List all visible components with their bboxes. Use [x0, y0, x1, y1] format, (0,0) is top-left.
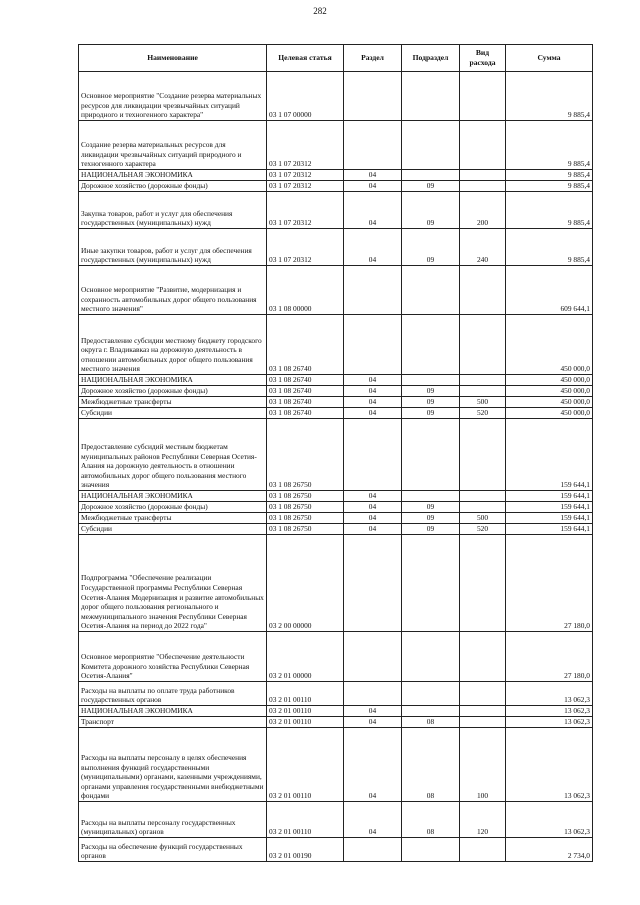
cell-amount: 13 062,3 — [506, 682, 593, 706]
cell-subsection — [402, 72, 460, 121]
cell-target: 03 1 08 26750 — [267, 513, 344, 524]
table-row — [79, 375, 593, 386]
cell-section: 04 — [344, 375, 402, 386]
cell-target: 03 2 01 00000 — [267, 632, 344, 682]
cell-subsection: 09 — [402, 524, 460, 535]
cell-name: НАЦИОНАЛЬНАЯ ЭКОНОМИКА — [79, 706, 267, 717]
cell-subsection — [402, 266, 460, 315]
cell-name: Создание резерва материальных ресурсов для ликвидации чрезвычайных ситуаций природного и техногенного характера — [79, 121, 267, 170]
cell-amount: 159 644,1 — [506, 513, 593, 524]
cell-target: 03 1 08 26740 — [267, 397, 344, 408]
cell-expense-type — [460, 419, 506, 491]
cell-target: 03 1 07 20312 — [267, 121, 344, 170]
cell-expense-type — [460, 121, 506, 170]
cell-section: 04 — [344, 170, 402, 181]
cell-target: 03 1 08 26740 — [267, 408, 344, 419]
cell-subsection: 09 — [402, 181, 460, 192]
cell-name: Дорожное хозяйство (дорожные фонды) — [79, 386, 267, 397]
cell-target: 03 1 08 26740 — [267, 386, 344, 397]
cell-subsection: 09 — [402, 513, 460, 524]
cell-amount: 9 885,4 — [506, 121, 593, 170]
cell-expense-type — [460, 170, 506, 181]
table-row — [79, 802, 593, 838]
table-row — [79, 121, 593, 170]
cell-expense-type: 500 — [460, 397, 506, 408]
cell-amount: 159 644,1 — [506, 502, 593, 513]
cell-subsection: 08 — [402, 728, 460, 802]
cell-section — [344, 682, 402, 706]
table-row — [79, 513, 593, 524]
header-target: Целевая статья — [267, 45, 344, 72]
cell-section: 04 — [344, 802, 402, 838]
header-subsection: Подраздел — [402, 45, 460, 72]
cell-target: 03 1 08 26750 — [267, 419, 344, 491]
cell-amount: 27 180,0 — [506, 535, 593, 632]
cell-name: Расходы на выплаты персоналу в целях обеспечения выполнения функций государственными (муниципальными) органами, казенными учреждениями, органами управления государственными внебюджетными фондами — [79, 728, 267, 802]
cell-section — [344, 72, 402, 121]
cell-name: Субсидии — [79, 408, 267, 419]
cell-target: 03 1 08 26750 — [267, 524, 344, 535]
cell-subsection: 08 — [402, 717, 460, 728]
table-row — [79, 728, 593, 802]
table-row — [79, 717, 593, 728]
cell-section: 04 — [344, 192, 402, 229]
cell-expense-type — [460, 181, 506, 192]
table-row — [79, 408, 593, 419]
page-number: 282 — [313, 6, 327, 16]
cell-expense-type — [460, 502, 506, 513]
cell-name: НАЦИОНАЛЬНАЯ ЭКОНОМИКА — [79, 170, 267, 181]
cell-target: 03 1 07 20312 — [267, 192, 344, 229]
cell-subsection — [402, 419, 460, 491]
cell-amount: 13 062,3 — [506, 706, 593, 717]
header-amount: Сумма — [506, 45, 593, 72]
cell-target: 03 1 08 26740 — [267, 315, 344, 375]
table-row — [79, 72, 593, 121]
table-row — [79, 524, 593, 535]
cell-name: Предоставление субсидии местному бюджету городского округа г. Владикавказ на дорожную деятельность в отношении автомобильных дорог общего пользования местного значения — [79, 315, 267, 375]
cell-expense-type: 520 — [460, 408, 506, 419]
cell-name: Дорожное хозяйство (дорожные фонды) — [79, 181, 267, 192]
cell-amount: 9 885,4 — [506, 170, 593, 181]
cell-section: 04 — [344, 229, 402, 266]
table-header-row — [79, 45, 593, 72]
cell-target: 03 1 07 20312 — [267, 181, 344, 192]
cell-name: НАЦИОНАЛЬНАЯ ЭКОНОМИКА — [79, 491, 267, 502]
table-row — [79, 502, 593, 513]
cell-target: 03 1 08 26750 — [267, 491, 344, 502]
cell-amount: 159 644,1 — [506, 419, 593, 491]
table-row — [79, 682, 593, 706]
cell-subsection: 09 — [402, 397, 460, 408]
cell-section: 04 — [344, 502, 402, 513]
cell-amount: 450 000,0 — [506, 315, 593, 375]
cell-section: 04 — [344, 181, 402, 192]
cell-target: 03 2 01 00190 — [267, 838, 344, 862]
cell-amount: 2 734,0 — [506, 838, 593, 862]
cell-subsection: 09 — [402, 192, 460, 229]
cell-section: 04 — [344, 717, 402, 728]
cell-target: 03 2 01 00110 — [267, 717, 344, 728]
cell-expense-type: 240 — [460, 229, 506, 266]
cell-amount: 159 644,1 — [506, 524, 593, 535]
cell-amount: 450 000,0 — [506, 397, 593, 408]
cell-name: Подпрограмма "Обеспечение реализации Государственной программы Республики Северная Осетия-Алания Модернизация и развитие автомобильных дорог общего пользования регионального и межмуниципального значения Республики Северная Осетия-Алания на период до 2022 года" — [79, 535, 267, 632]
cell-expense-type: 100 — [460, 728, 506, 802]
cell-amount: 13 062,3 — [506, 802, 593, 838]
cell-name: Расходы на обеспечение функций государственных органов — [79, 838, 267, 862]
cell-name: Дорожное хозяйство (дорожные фонды) — [79, 502, 267, 513]
cell-subsection: 08 — [402, 802, 460, 838]
table-row — [79, 315, 593, 375]
table-body — [79, 72, 593, 862]
cell-section: 04 — [344, 706, 402, 717]
cell-name: Межбюджетные трансферты — [79, 397, 267, 408]
cell-name: Расходы на выплаты персоналу государственных (муниципальных) органов — [79, 802, 267, 838]
cell-subsection: 09 — [402, 229, 460, 266]
cell-expense-type — [460, 315, 506, 375]
cell-amount: 13 062,3 — [506, 717, 593, 728]
table-row — [79, 419, 593, 491]
cell-section: 04 — [344, 513, 402, 524]
cell-name: Предоставление субсидий местным бюджетам муниципальных районов Республики Северная Осетия-Алания на дорожную деятельность в отношении автомобильных дорог общего пользования местного значения — [79, 419, 267, 491]
cell-expense-type: 120 — [460, 802, 506, 838]
cell-subsection — [402, 315, 460, 375]
cell-section: 04 — [344, 397, 402, 408]
table-row — [79, 192, 593, 229]
cell-expense-type — [460, 706, 506, 717]
cell-subsection — [402, 706, 460, 717]
cell-target: 03 2 01 00110 — [267, 802, 344, 838]
cell-name: Субсидии — [79, 524, 267, 535]
cell-expense-type — [460, 72, 506, 121]
cell-target: 03 1 08 00000 — [267, 266, 344, 315]
cell-expense-type: 200 — [460, 192, 506, 229]
cell-name: Основное мероприятие "Обеспечение деятельности Комитета дорожного хозяйства Республики Северная Осетия-Алания" — [79, 632, 267, 682]
cell-expense-type — [460, 717, 506, 728]
budget-table — [78, 44, 593, 862]
cell-subsection — [402, 838, 460, 862]
cell-expense-type — [460, 386, 506, 397]
table-row — [79, 266, 593, 315]
cell-name: Межбюджетные трансферты — [79, 513, 267, 524]
cell-expense-type — [460, 535, 506, 632]
cell-target: 03 2 00 00000 — [267, 535, 344, 632]
cell-subsection — [402, 170, 460, 181]
table-row — [79, 181, 593, 192]
cell-amount: 9 885,4 — [506, 192, 593, 229]
cell-section — [344, 535, 402, 632]
cell-expense-type — [460, 266, 506, 315]
cell-expense-type — [460, 491, 506, 502]
cell-name: Основное мероприятие "Создание резерва материальных ресурсов для ликвидации чрезвычайных ситуаций природного и техногенного характера" — [79, 72, 267, 121]
cell-target: 03 1 07 20312 — [267, 229, 344, 266]
cell-name: Основное мероприятие "Развитие, модернизация и сохранность автомобильных дорог общего пользования местного значения" — [79, 266, 267, 315]
cell-section: 04 — [344, 386, 402, 397]
cell-name: Иные закупки товаров, работ и услуг для обеспечения государственных (муниципальных) нужд — [79, 229, 267, 266]
cell-amount: 450 000,0 — [506, 408, 593, 419]
cell-subsection: 09 — [402, 408, 460, 419]
table-row — [79, 229, 593, 266]
cell-name: НАЦИОНАЛЬНАЯ ЭКОНОМИКА — [79, 375, 267, 386]
cell-section — [344, 266, 402, 315]
cell-name: Расходы на выплаты по оплате труда работников государственных органов — [79, 682, 267, 706]
cell-amount: 450 000,0 — [506, 375, 593, 386]
cell-subsection — [402, 682, 460, 706]
cell-name: Транспорт — [79, 717, 267, 728]
cell-amount: 9 885,4 — [506, 229, 593, 266]
cell-subsection — [402, 375, 460, 386]
cell-amount: 13 062,3 — [506, 728, 593, 802]
cell-expense-type: 520 — [460, 524, 506, 535]
table-row — [79, 632, 593, 682]
cell-section: 04 — [344, 408, 402, 419]
cell-subsection — [402, 632, 460, 682]
cell-section: 04 — [344, 728, 402, 802]
cell-amount: 450 000,0 — [506, 386, 593, 397]
cell-subsection: 09 — [402, 502, 460, 513]
cell-expense-type — [460, 838, 506, 862]
cell-expense-type: 500 — [460, 513, 506, 524]
cell-expense-type — [460, 632, 506, 682]
cell-target: 03 2 01 00110 — [267, 706, 344, 717]
cell-subsection — [402, 491, 460, 502]
table-row — [79, 397, 593, 408]
cell-section — [344, 632, 402, 682]
cell-amount: 27 180,0 — [506, 632, 593, 682]
cell-section — [344, 838, 402, 862]
cell-section — [344, 315, 402, 375]
table-row — [79, 386, 593, 397]
table-row — [79, 706, 593, 717]
cell-amount: 9 885,4 — [506, 181, 593, 192]
cell-subsection — [402, 535, 460, 632]
cell-expense-type — [460, 682, 506, 706]
cell-subsection — [402, 121, 460, 170]
cell-name: Закупка товаров, работ и услуг для обеспечения государственных (муниципальных) нужд — [79, 192, 267, 229]
cell-expense-type — [460, 375, 506, 386]
table-row — [79, 838, 593, 862]
cell-target: 03 1 08 26750 — [267, 502, 344, 513]
cell-subsection: 09 — [402, 386, 460, 397]
cell-section — [344, 419, 402, 491]
table-row — [79, 535, 593, 632]
header-section: Раздел — [344, 45, 402, 72]
cell-target: 03 1 07 20312 — [267, 170, 344, 181]
cell-target: 03 1 07 00000 — [267, 72, 344, 121]
cell-amount: 609 644,1 — [506, 266, 593, 315]
cell-target: 03 1 08 26740 — [267, 375, 344, 386]
header-name: Наименование — [79, 45, 267, 72]
cell-section: 04 — [344, 524, 402, 535]
table-row — [79, 491, 593, 502]
cell-amount: 9 885,4 — [506, 72, 593, 121]
cell-section: 04 — [344, 491, 402, 502]
cell-section — [344, 121, 402, 170]
cell-target: 03 2 01 00110 — [267, 728, 344, 802]
table-row — [79, 170, 593, 181]
cell-amount: 159 644,1 — [506, 491, 593, 502]
cell-target: 03 2 01 00110 — [267, 682, 344, 706]
header-expense-type: Вид расхода — [460, 45, 506, 72]
